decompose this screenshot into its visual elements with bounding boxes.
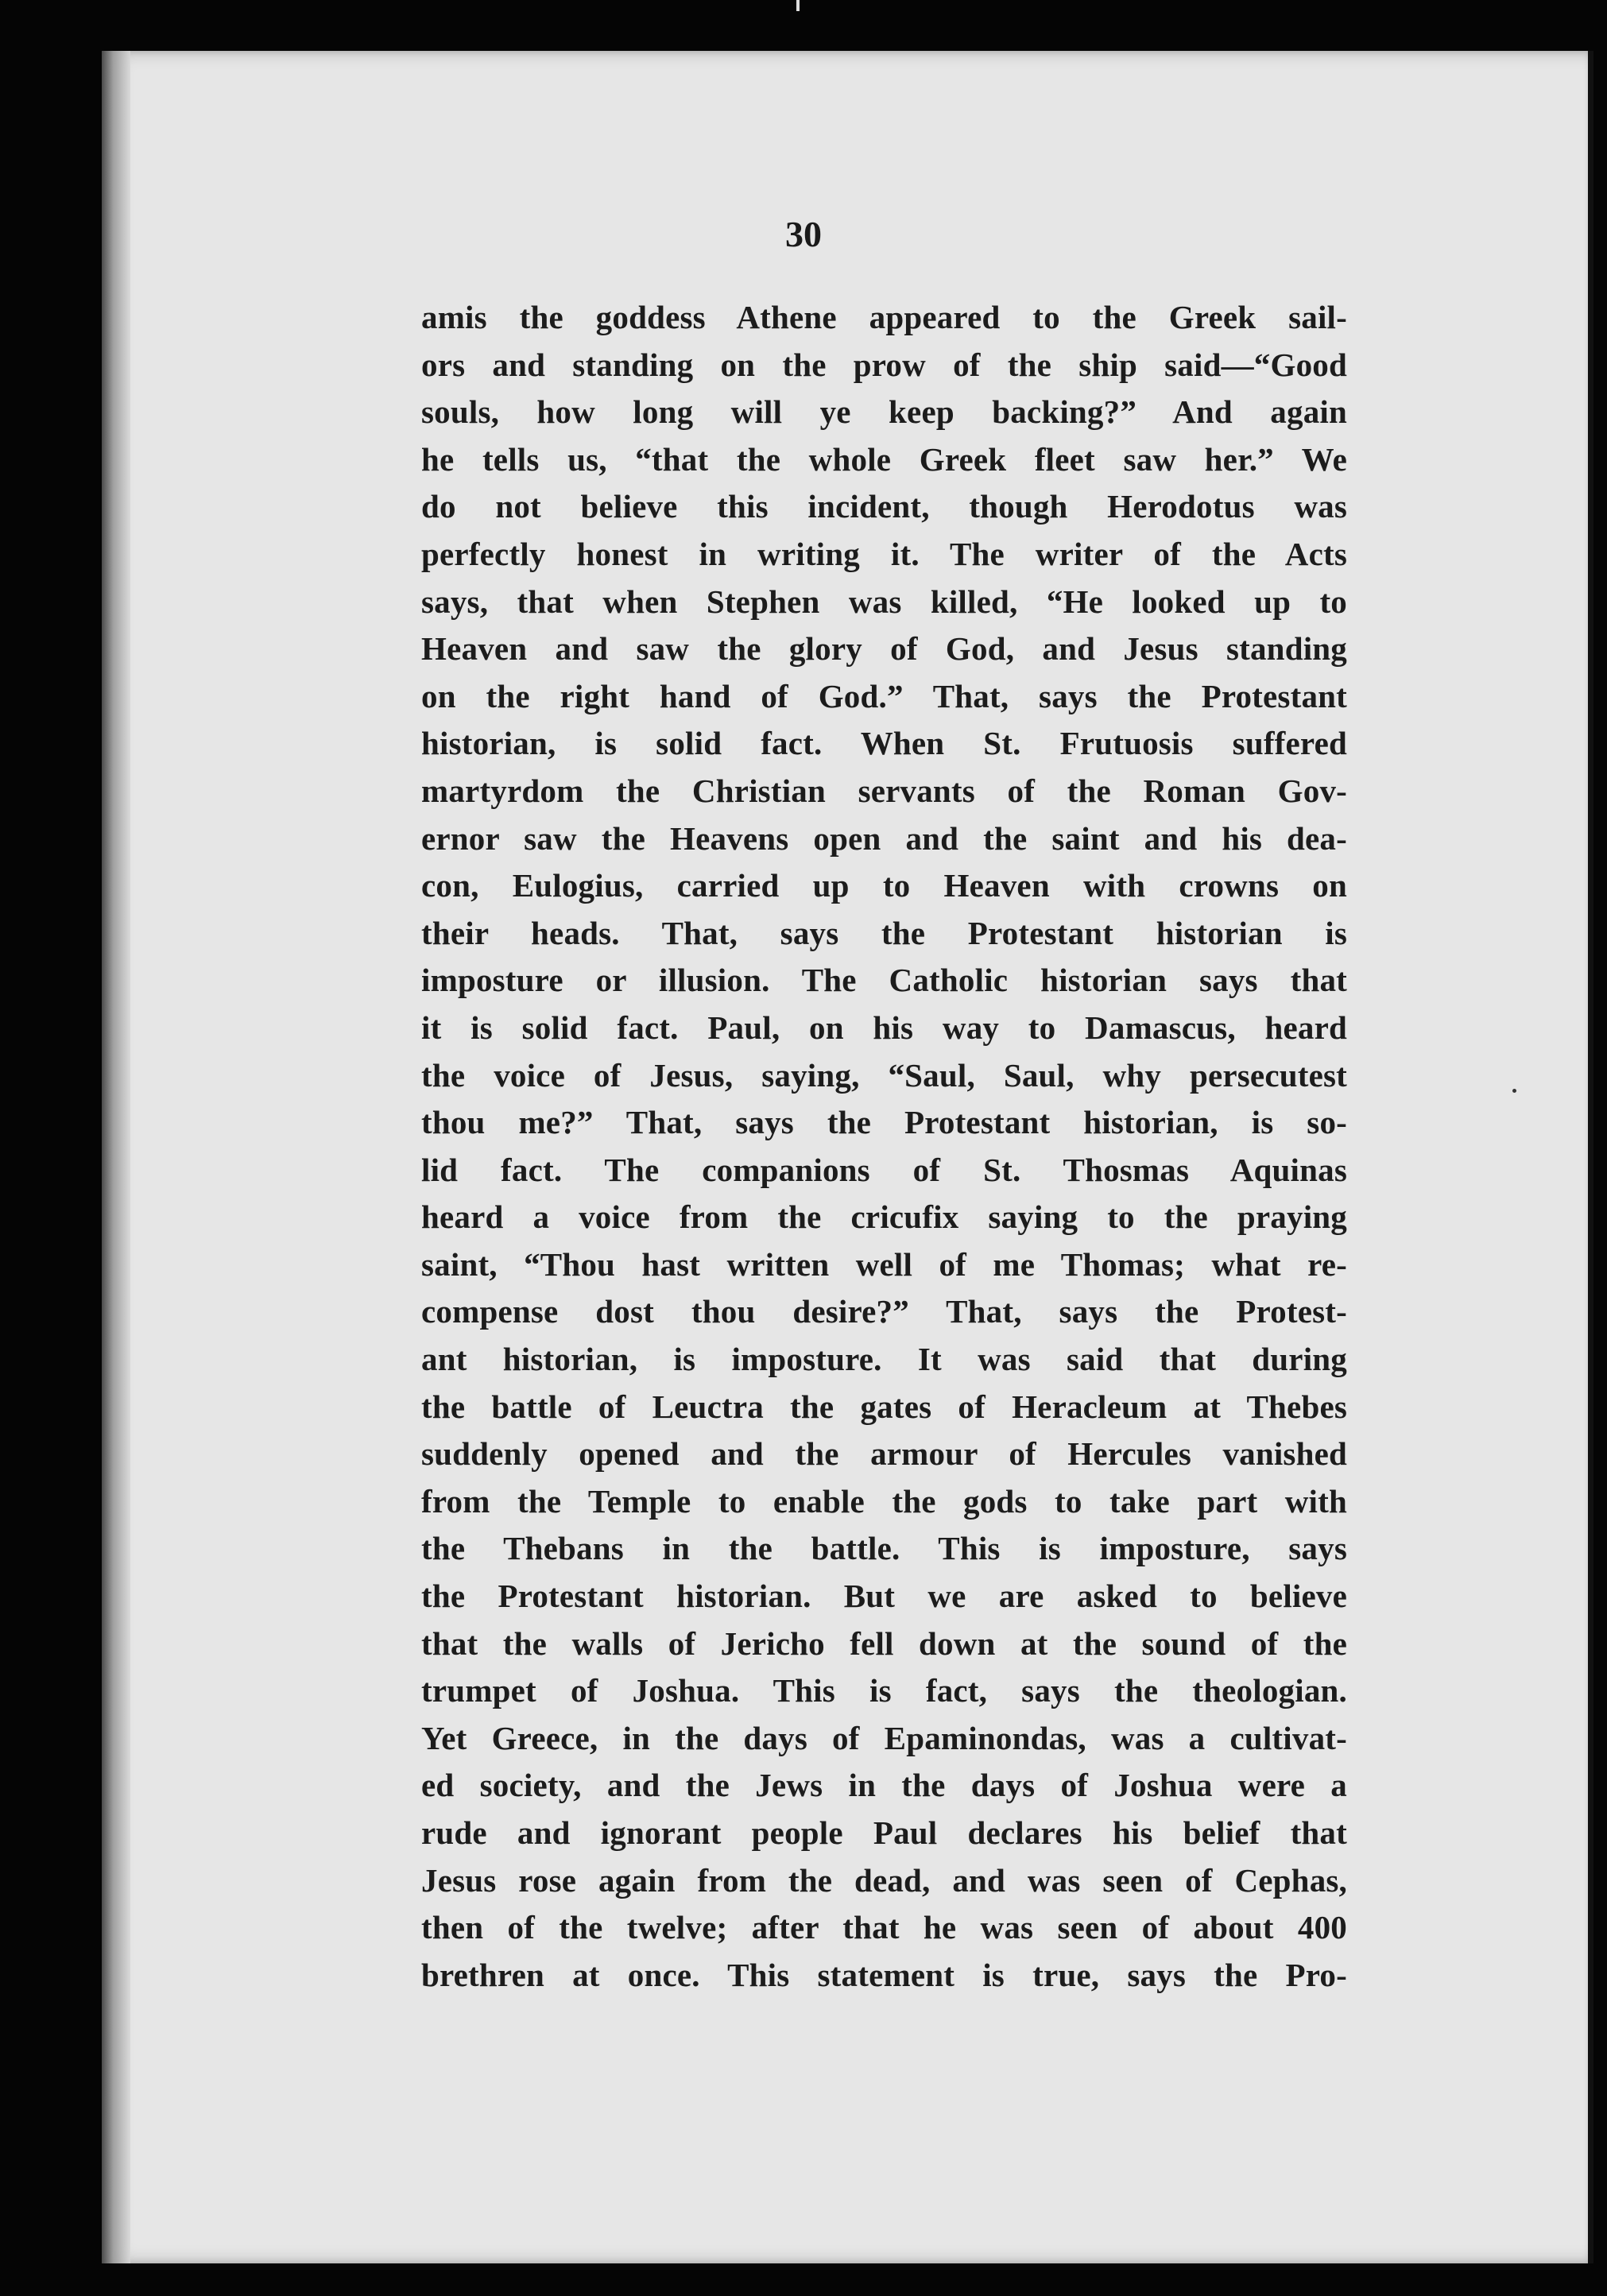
text-line: do not believe this incident, though Herodotus was: [421, 488, 1347, 525]
scan-speck: [1512, 1089, 1516, 1093]
page-number: 30: [785, 214, 822, 254]
text-line: amis the goddess Athene appeared to the Greek sail-: [421, 299, 1347, 335]
text-line: souls, how long will ye keep backing?” And again: [421, 393, 1347, 431]
text-line: lid fact. The companions of St. Thosmas Aquinas: [421, 1151, 1347, 1188]
text-line: ernor saw the Heavens open and the saint and his dea-: [421, 819, 1347, 857]
page-right-edge: [1588, 51, 1593, 2263]
text-line: trumpet of Joshua. This is fact, says the theologian.: [421, 1672, 1347, 1709]
text-line: suddenly opened and the armour of Hercules vanished: [421, 1435, 1347, 1473]
text-line: Yet Greece, in the days of Epaminondas, was a cultivat-: [421, 1719, 1347, 1756]
text-line: brethren at once. This statement is true, says the Pro-: [421, 1956, 1347, 1993]
text-line: ed society, and the Jews in the days of Joshua were a: [421, 1767, 1347, 1804]
text-line: martyrdom the Christian servants of the Roman Gov-: [421, 772, 1347, 809]
text-line: rude and ignorant people Paul declares his belief that: [421, 1814, 1347, 1851]
text-line: thou me?” That, says the Protestant historian, is so-: [421, 1104, 1347, 1141]
text-line: ant historian, is imposture. It was said that during: [421, 1341, 1347, 1378]
text-line: says, that when Stephen was killed, “He looked up to: [421, 583, 1347, 620]
text-line: saint, “Thou hast written well of me Thomas; what re-: [421, 1245, 1347, 1283]
text-line: imposture or illusion. The Catholic historian says that: [421, 962, 1347, 999]
text-line: heard a voice from the cricufix saying to the praying: [421, 1198, 1347, 1236]
text-line: Heaven and saw the glory of God, and Jesus standing: [421, 630, 1347, 668]
text-line: from the Temple to enable the gods to take part with: [421, 1482, 1347, 1520]
text-line: the voice of Jesus, saying, “Saul, Saul, why persecutest: [421, 1056, 1347, 1094]
text-line: con, Eulogius, carried up to Heaven with crowns on: [421, 867, 1347, 904]
text-line: Jesus rose again from the dead, and was seen of Cephas,: [421, 1861, 1347, 1899]
text-line: then of the twelve; after that he was seen of about 400: [421, 1909, 1347, 1946]
text-line: historian, is solid fact. When St. Frutuosis suffered: [421, 725, 1347, 762]
text-line: compense dost thou desire?” That, says the Protest-: [421, 1293, 1347, 1330]
text-line: it is solid fact. Paul, on his way to Damascus, heard: [421, 1009, 1347, 1046]
text-line: their heads. That, says the Protestant historian is: [421, 914, 1347, 951]
body-text: [421, 294, 1347, 1999]
text-line: he tells us, “that the whole Greek fleet saw her.” We: [421, 440, 1347, 478]
text-line: perfectly honest in writing it. The writer of the Acts: [421, 535, 1347, 572]
text-line: ors and standing on the prow of the ship said—“Good: [421, 346, 1347, 383]
text-line: the Protestant historian. But we are asked to believe: [421, 1578, 1347, 1615]
text-line: the Thebans in the battle. This is imposture, says: [421, 1530, 1347, 1567]
scan-mark: [796, 0, 800, 11]
text-line: that the walls of Jericho fell down at the sound of the: [421, 1624, 1347, 1662]
text-line: the battle of Leuctra the gates of Heracleum at Thebes: [421, 1388, 1347, 1425]
page-binding-shadow: [102, 51, 130, 2263]
text-line: on the right hand of God.” That, says the Protestant: [421, 677, 1347, 714]
